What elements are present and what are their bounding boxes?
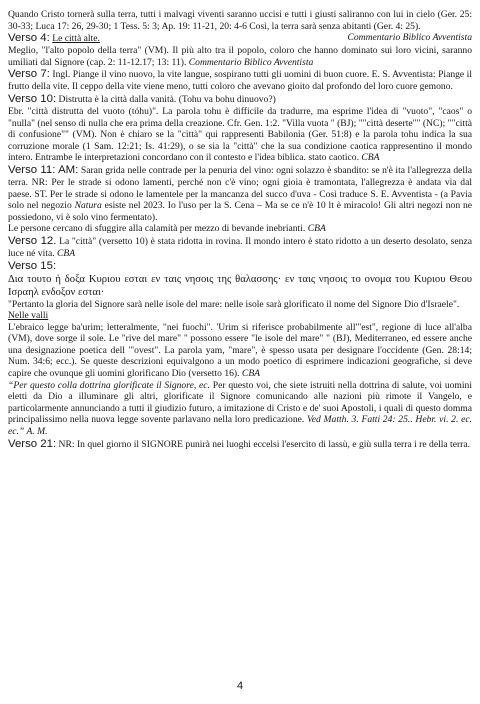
verse-10-text: Ebr. "città distrutta del vuoto (tóhu)". La parola tohu è difficile da tradurre, ma esprime l'idea di "vuoto", "caos" o "nulla" (nel senso di nulla che era prima della creazione. Cfr. Gen. 1:2. "Villa vuota " (BJ); ""città deserte"" (NC); ""città di confusione"" (VM). Non è chiaro se la "città" qui rappresenti Babilonia (Ger. 51:8) e la parola tohu indica la sua corruzione morale (1 Sam. 12:21; Is. 41:29), o se sia la "città" che la sua condizione caotica rappresentino il mondo intero. Entrambe le interpretazioni concordano con il contesto e l'idea biblica. stato caotico.	[8, 105, 472, 164]
verse-4-paragraph	[8, 45, 472, 68]
verse-15-quote-body: Per questo voi, che siete istruiti nella dottrina di salute, voi uomini eletti da Dio a illuminare gli altri, glorificate il Signore comunicando alle nazioni più rimote il Vangelo, e particolarmente annunciando a tutti il giudizio futuro, a imitazione di Cristo e de' suoi Apostoli, i quali di questo domma principalissimo nella nuova legge sovente parlavano nella loro predicazione.	[8, 379, 472, 426]
verse-10-title: Distrutta è la città dalla vanità. (Tohu va bohu dinuovo?)	[58, 93, 276, 105]
verse-10-source: CBA	[361, 152, 380, 164]
verse-11-label: Verso 11: AM:	[8, 163, 79, 176]
verse-15-quote	[8, 380, 472, 438]
verse-12-source: CBA	[57, 247, 76, 259]
verse-21-label: Verso 21:	[8, 437, 57, 450]
verse-15-paragraph	[8, 322, 472, 380]
verse-15-source: CBA	[241, 368, 261, 380]
verse-15-greek: Δια τουτο ἡ δοξα Κυριου εσται εν ταις νησοις της θαλασσης· εν ταις νησοις το ονομα του Κυριου Θεου Ισραηλ ενδοξον εσται·	[8, 273, 472, 298]
intro-source: Commentario Biblico Avventista	[347, 32, 472, 44]
verse-15-subtitle: Nelle valli	[8, 310, 49, 322]
verse-11-shop: Natura	[74, 200, 102, 212]
verse-7-label: Verso 7:	[8, 68, 50, 81]
verse-15-text: L'ebraico legge ba'urim; letteralmente, "nei fuochi". 'Urim si riferisce probabilmente all'"est", regione di luce all'alba (VM), dove sorge il sole. Le "rive del mare" " possono essere "le isole del mare" " (BJ), Mediterraneo, ed essere anche una designazione poetica dell '"ovest". La parola yam, "mare", è spesso usata per designare l'occidente (Gen. 28:14; Num. 34:6; ecc.). Se queste descrizioni equivalgono a un modo poetico di esprimere indicazioni geografiche, si deve capire che ovunque gli uomini glorificano Dio (versetto 16).	[8, 321, 472, 380]
verse-11-text-after: esiste nel 2023. Io l'uso per la S. Cena – Ma se ce n'è 10 lt è miracolo! Gli altri negozi non ne possiedono, vi è solo vino fermentato).	[8, 200, 473, 223]
verse-4-title: Le città alte.	[52, 33, 100, 45]
verse-15-label: Verso 15:	[8, 259, 57, 272]
verse-12-label: Verso 12.	[8, 234, 57, 247]
verse-10-heading	[8, 93, 472, 106]
intro-text: Quando Cristo tornerà sulla terra, tutti i malvagi viventi saranno uccisi e tutti i giusti saliranno con lui in cielo (Ger. 25: 30-33; Luca 17: 26, 29-30; 1 Tess. 5: 3; Ap. 19: 11-21, 20: 4-6 Così, la terra sarà senza abitanti (Ger. 4: 25).	[8, 9, 472, 32]
verse-11-text: Saran grida nelle contrade per la penuria del vino: ogni solazzo è sbandito: se n'è ita l'allegrezza della terra. NR: Per le strade si odono lamenti, perché non c'è vino; ogni gioia è tramontata, l'allegrezza è andata via dal paese. ST. Per le strade si odono le lamentele per la mancanza del succo d'uva - Così traduce S. E. Avventista - (a Pavia solo nel negozio	[8, 164, 472, 212]
verse-10-label: Verso 10:	[8, 92, 57, 105]
verse-21-text: NR: In quel giorno il SIGNORE punirà nei luoghi eccelsi l'esercito di lassù, e giù sulla terra i re della terra.	[58, 438, 471, 450]
verse-11-source: CBA	[307, 223, 326, 235]
verse-11-note	[8, 223, 472, 235]
verse-4-text: Meglio, "l'alto popolo della terra" (VM). Il più alto tra il popolo, coloro che hanno dominato sui loro vicini, saranno umiliati dal Signore (cap. 2: 11-12.17; 13: 11).	[8, 45, 472, 68]
verse-15-translation: "Pertanto la gloria del Signore sarà nelle isole del mare: nelle isole sarà glorificato il nome del Signore Dio d'Israele".	[8, 298, 460, 310]
verse-7-paragraph	[8, 68, 472, 93]
verse-11-paragraph	[8, 164, 472, 223]
verse-7-text: Ingl. Piange il vino nuovo, la vite langue, sospirano tutti gli uomini di buon cuore. E. S. Avventista: Piange il frutto della vite. Il ceppo della vite viene meno, tutti coloro che avevano gioito dal profondo del loro cuore gemono.	[8, 69, 473, 93]
verse-15-quote-start: “Per questo colla dottrina glorificate il Signore, ec.	[8, 379, 210, 391]
verse-10-paragraph	[8, 106, 472, 164]
verse-11-note-text: Le persone cercano di sfuggire alla calamità per mezzo di bevande inebrianti.	[8, 223, 306, 235]
verse-12-text: La "città" (versetto 10) è stata ridotta in rovina. Il mondo intero è stato ridotto a un deserto desolato, senza luce né vita.	[8, 235, 472, 259]
page-number: 4	[236, 680, 244, 692]
verse-15-quote-ref: Ved Matth. 3. Fatti 24: 25.. Hebr. vi. 2. ec. ec.” A. M.	[8, 414, 472, 438]
verse-4-label: Verso 4:	[8, 32, 50, 45]
verse-21-paragraph	[8, 438, 472, 451]
verse-4-source: Commentario Biblico Avventista	[188, 56, 314, 68]
verse-12-paragraph	[8, 235, 472, 260]
